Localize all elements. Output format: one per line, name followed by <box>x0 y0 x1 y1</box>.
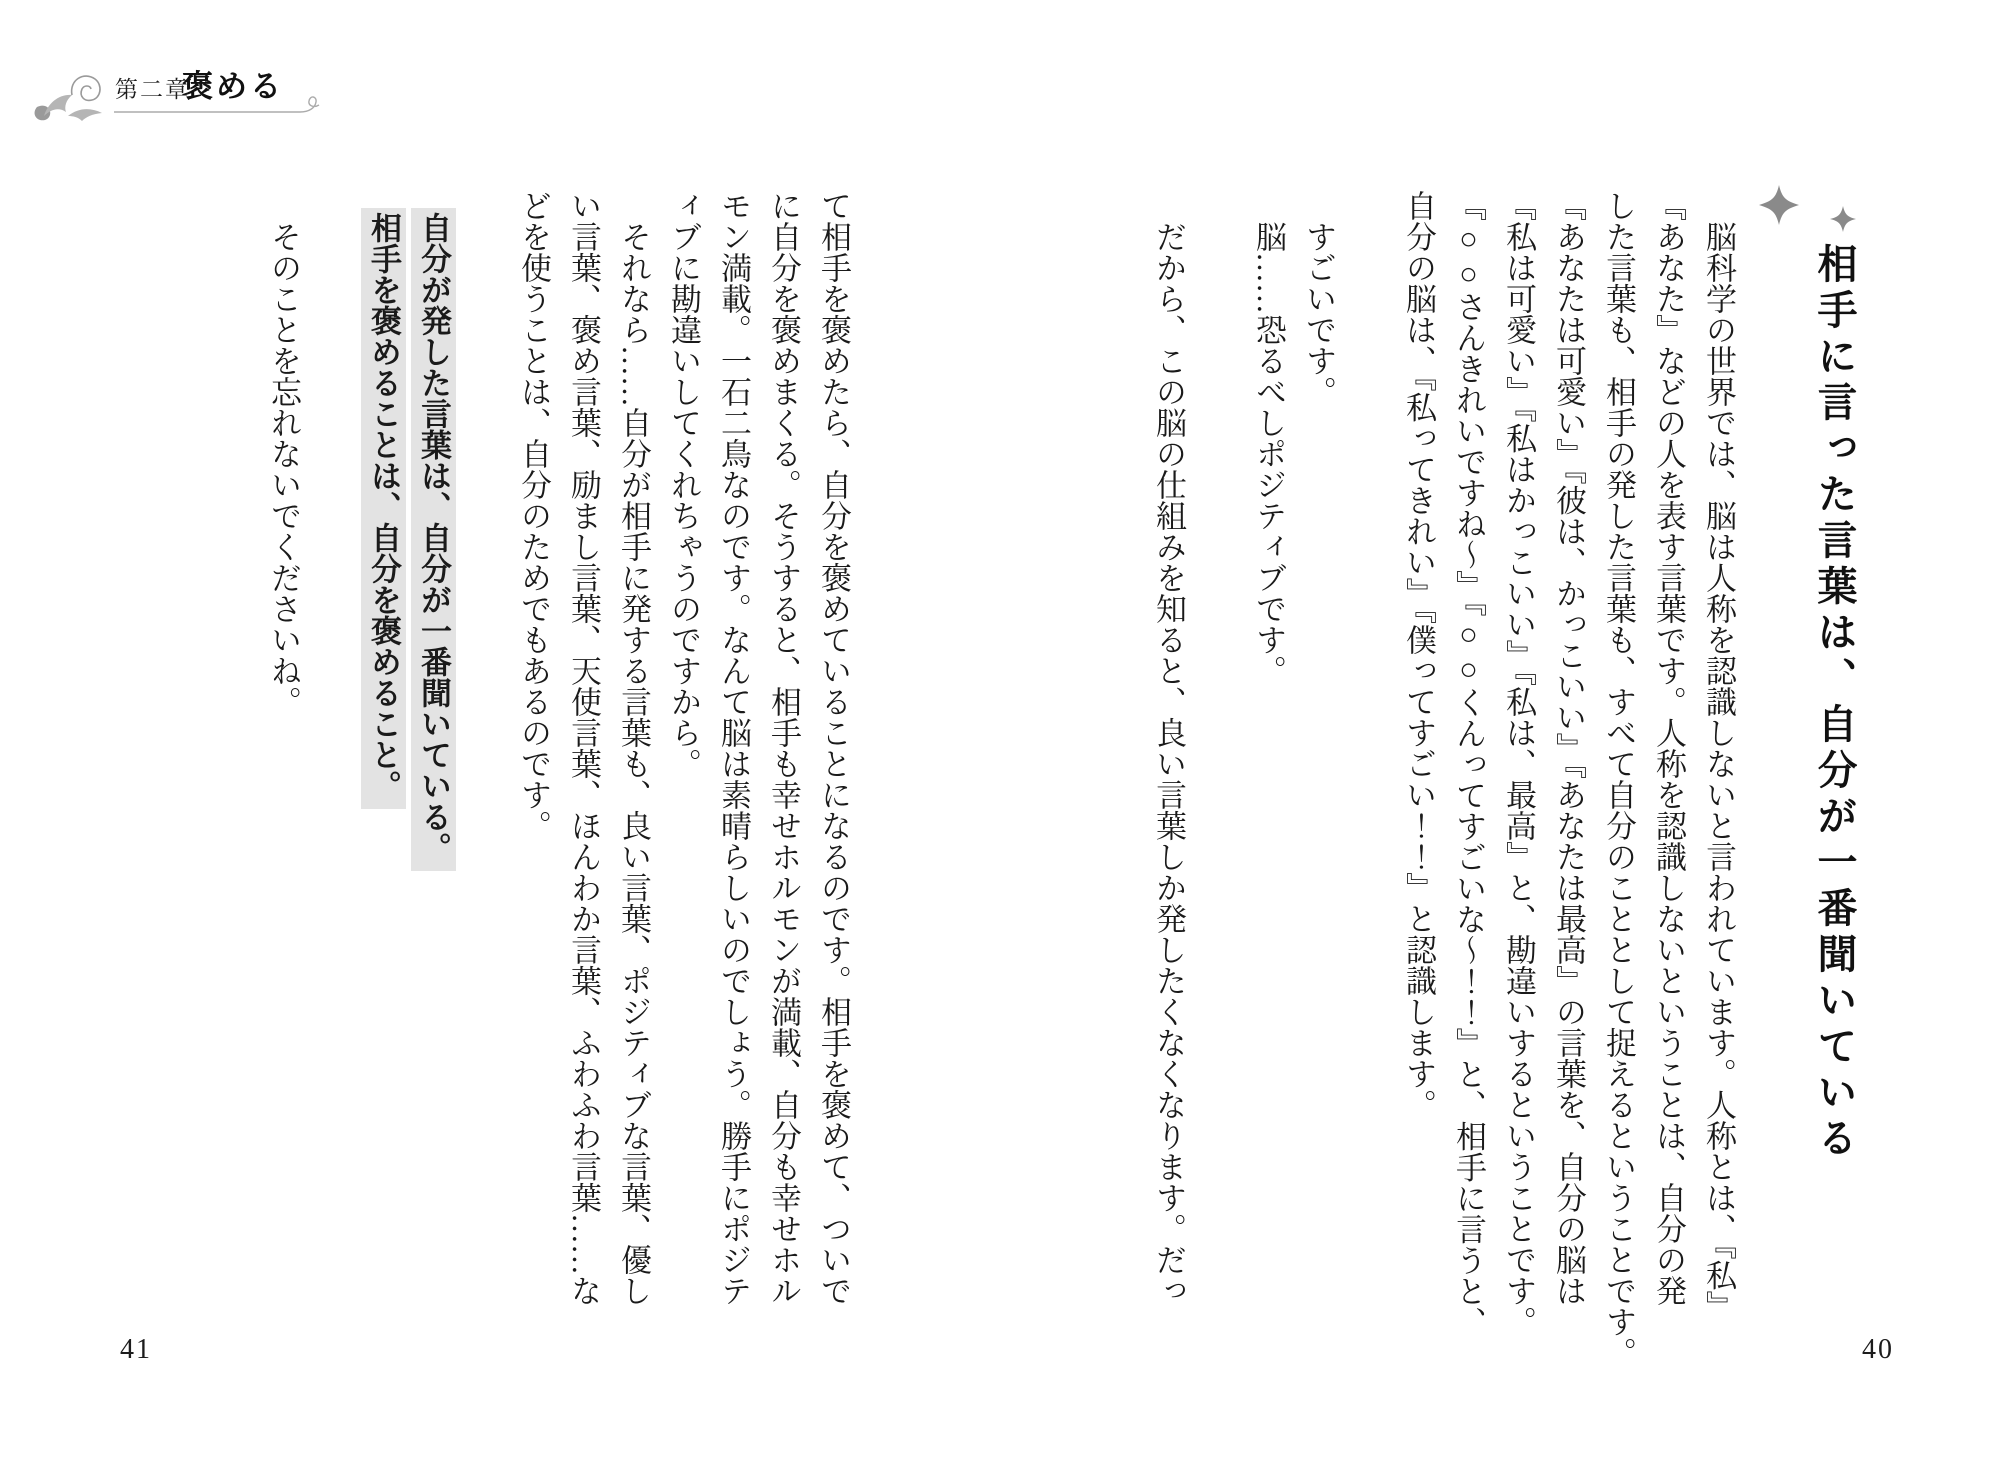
text-column-text: すごいです。 <box>1301 221 1336 407</box>
text-column-text: だから、この脳の仕組みを知ると、良い言葉しか発したくなくなります。だっ <box>1151 221 1186 1306</box>
text-column-text: に自分を褒めまくる。そうすると、相手も幸せホルモンが満載、自分も幸せホル <box>766 190 801 1306</box>
text-column <box>1593 190 1643 1390</box>
text-column <box>258 190 308 1390</box>
text-column <box>358 190 408 1390</box>
left-page-body <box>258 190 858 1390</box>
text-column-text: 自分が発した言葉は、自分が一番聞いている。 <box>411 208 456 871</box>
chapter-header <box>28 55 328 130</box>
text-column <box>608 190 658 1390</box>
text-column <box>758 190 808 1390</box>
text-column-text: モン満載。一石二鳥なのです。なんて脳は素晴らしいのでしょう。勝手にポジテ <box>716 190 751 1306</box>
text-column <box>508 190 558 1390</box>
text-column <box>658 190 708 1390</box>
text-column <box>1643 190 1693 1390</box>
section-title: 相手に言った言葉は、自分が一番聞いている <box>1812 243 1856 1163</box>
text-column <box>1393 190 1443 1390</box>
text-column-text: 脳……恐るべしポジティブです。 <box>1251 221 1286 686</box>
text-column-text: どを使うことは、自分のためでもあるのです。 <box>516 190 551 841</box>
text-column-text: 自分の脳は、『私ってきれい』『僕ってすごい！！』と認識します。 <box>1401 190 1436 1120</box>
text-column-text: それなら……自分が相手に発する言葉も、良い言葉、ポジティブな言葉、優し <box>616 221 651 1306</box>
text-column-text: 『あなたは可愛い』『彼は、かっこいい』『あなたは最高』の言葉を、自分の脳は <box>1551 190 1586 1306</box>
text-column-text: 『○○さんきれいですね〜』『○○くんってすごいな〜！！』と、相手に言うと、 <box>1451 190 1486 1338</box>
chapter-label: 第二章 <box>115 77 190 102</box>
right-page-body <box>1143 190 1743 1390</box>
text-column-text: そのことを忘れないでくださいね。 <box>266 221 301 717</box>
chapter-title: 褒める <box>182 69 284 104</box>
text-column-text: した言葉も、相手の発した言葉も、すべて自分のこととして捉えるということです。 <box>1601 190 1636 1368</box>
page-number-left: 41 <box>120 1334 152 1365</box>
text-column-text: 『私は可愛い』『私はかっこいい』『私は、最高』と、勘違いするということです。 <box>1501 190 1536 1337</box>
text-column <box>1543 190 1593 1390</box>
text-column <box>1443 190 1493 1390</box>
text-column <box>1693 190 1743 1390</box>
text-column <box>708 190 758 1390</box>
flourish-icon <box>28 69 110 123</box>
text-column <box>1143 190 1193 1390</box>
text-column <box>1243 190 1293 1390</box>
sparkles-icon <box>1758 185 1862 235</box>
text-column-text: 脳科学の世界では、脳は人称を認識しないと言われています。人称とは、『私』 <box>1701 221 1736 1322</box>
text-column-text: ィブに勘違いしてくれちゃうのですから。 <box>666 190 701 779</box>
text-column-text: 『あなた』などの人を表す言葉です。人称を認識しないということは、自分の発 <box>1651 190 1686 1306</box>
text-column <box>1293 190 1343 1390</box>
text-column <box>808 190 858 1390</box>
text-column-text: い言葉、褒め言葉、励まし言葉、天使言葉、ほんわか言葉、ふわふわ言葉……な <box>566 190 601 1306</box>
page-number-right: 40 <box>1862 1334 1894 1365</box>
text-column <box>408 190 458 1390</box>
text-column-text: 相手を褒めることは、自分を褒めること。 <box>361 208 406 809</box>
text-column-text: て相手を褒めたら、自分を褒めていることになるのです。相手を褒めて、ついで <box>816 190 851 1306</box>
text-column <box>558 190 608 1390</box>
header-rule <box>112 91 326 115</box>
text-column <box>1493 190 1543 1390</box>
